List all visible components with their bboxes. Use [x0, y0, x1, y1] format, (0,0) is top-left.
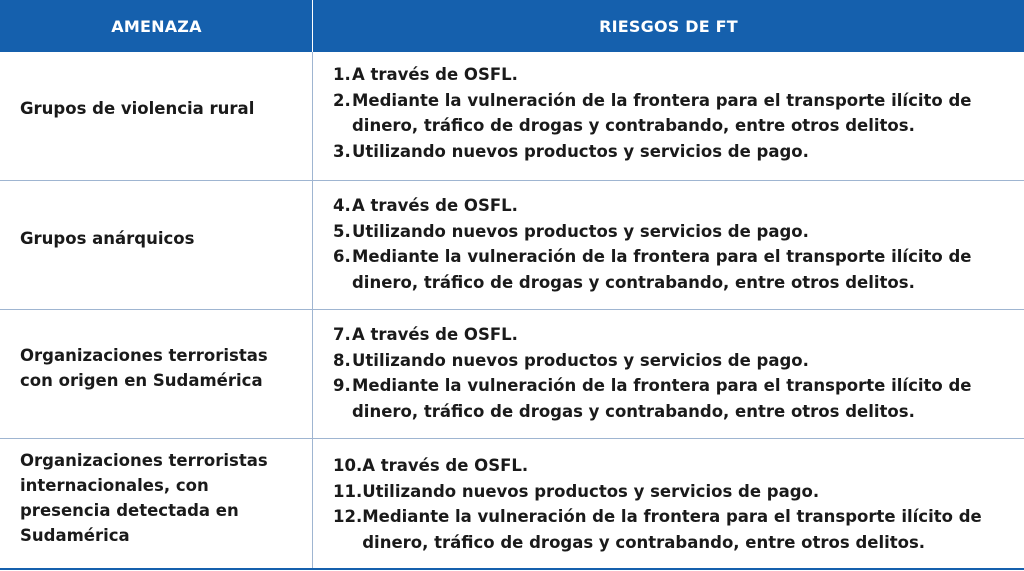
risk-text: Mediante la vulneración de la frontera para el transporte ilícito de dinero, tráfico de drogas y contrabando, entre otros delitos. — [352, 247, 972, 292]
table-bottom-border — [0, 568, 1024, 570]
risk-text: A través de OSFL. — [352, 325, 518, 344]
risk-number: 12. — [333, 507, 363, 526]
risk-number: 9. — [333, 376, 351, 395]
list-item — [333, 322, 1013, 348]
risk-number: 3. — [333, 141, 351, 161]
risk-list — [333, 62, 1013, 164]
risk-list — [333, 453, 1013, 555]
list-item — [333, 453, 1013, 479]
risk-text: Utilizando nuevos productos y servicios de pago. — [352, 141, 809, 161]
risk-number: 11. — [333, 481, 363, 501]
list-item — [333, 219, 1013, 245]
risk-list — [333, 193, 1013, 295]
risk-text: Utilizando nuevos productos y servicios de pago. — [362, 481, 820, 501]
risk-text: Utilizando nuevos productos y servicios de pago. — [352, 221, 809, 241]
threat-cell: Organizaciones terroristas internacionales, con presencia detectada en Sudamérica — [20, 451, 268, 545]
column-divider — [312, 310, 313, 438]
risk-number: 5. — [333, 221, 351, 241]
table-row — [0, 181, 1024, 309]
column-divider — [312, 181, 313, 309]
header-threat: AMENAZA — [111, 17, 202, 36]
list-item — [333, 348, 1013, 374]
risk-number: 4. — [333, 196, 351, 215]
risk-text: Utilizando nuevos productos y servicios de pago. — [352, 350, 809, 370]
list-item — [333, 62, 1013, 88]
table-row — [0, 439, 1024, 568]
threat-cell: Grupos anárquicos — [20, 229, 195, 248]
risk-text: A través de OSFL. — [362, 456, 529, 475]
risk-number: 10. — [333, 456, 363, 475]
column-divider — [312, 439, 313, 568]
risk-text: A través de OSFL. — [352, 65, 518, 84]
risk-text: Mediante la vulneración de la frontera para el transporte ilícito de dinero, tráfico de drogas y contrabando, entre otros delitos. — [362, 507, 982, 552]
list-item — [333, 373, 1013, 424]
risk-number: 1. — [333, 65, 351, 84]
risk-list — [333, 322, 1013, 424]
risk-number: 8. — [333, 350, 351, 370]
table-header — [0, 0, 1024, 52]
list-item — [333, 504, 1013, 555]
risk-number: 6. — [333, 247, 351, 266]
list-item — [333, 193, 1013, 219]
risk-number: 7. — [333, 325, 351, 344]
risk-number: 2. — [333, 90, 351, 110]
table-row — [0, 310, 1024, 438]
table-row — [0, 52, 1024, 180]
column-divider — [312, 52, 313, 180]
header-risks: RIESGOS DE FT — [599, 17, 738, 36]
list-item — [333, 479, 1013, 505]
risk-text: A través de OSFL. — [352, 196, 518, 215]
list-item — [333, 244, 1013, 295]
threat-cell: Organizaciones terroristas con origen en Sudamérica — [20, 346, 268, 390]
risk-text: Mediante la vulneración de la frontera para el transporte ilícito de dinero, tráfico de drogas y contrabando, entre otros delitos. — [352, 90, 972, 135]
list-item — [333, 88, 1013, 139]
list-item — [333, 139, 1013, 165]
risk-text: Mediante la vulneración de la frontera para el transporte ilícito de dinero, tráfico de drogas y contrabando, entre otros delitos. — [352, 376, 972, 421]
threat-cell: Grupos de violencia rural — [20, 99, 255, 118]
